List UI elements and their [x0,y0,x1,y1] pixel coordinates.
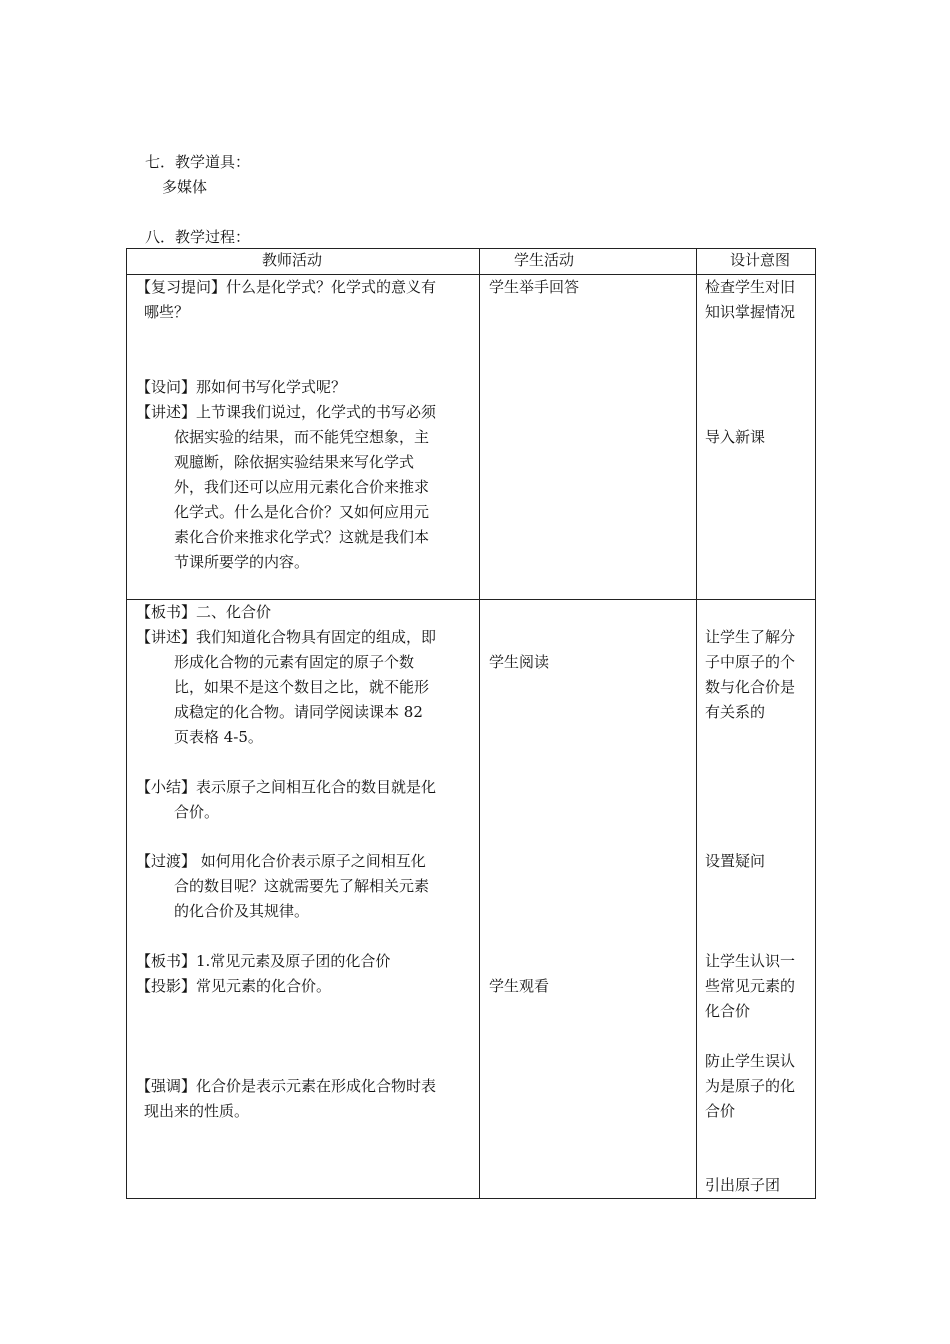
table-border-bottom [126,1198,816,1199]
table-border-top [126,248,816,249]
header-teacher-activity: 教师活动 [262,251,323,269]
intent-line: 子中原子的个 [705,653,796,671]
teacher-line: 合价。 [174,803,220,821]
student-activity: 学生阅读 [489,653,550,671]
teacher-line: 【强调】化合价是表示元素在形成化合物时表 [136,1077,437,1095]
teacher-line: 【复习提问】什么是化学式？化学式的意义有 [136,278,437,296]
teacher-line: 页表格 4-5。 [174,728,263,746]
teacher-line: 合的数目呢？这就需要先了解相关元素 [174,877,430,895]
teacher-line: 哪些？ [144,303,190,321]
intent-line: 设置疑问 [705,852,766,870]
teacher-line: 化学式。什么是化合价？又如何应用元 [174,503,430,521]
intent-line: 为是原子的化 [705,1077,796,1095]
teacher-line: 观臆断，除依据实验结果来写化学式 [174,453,415,471]
intent-line: 导入新课 [705,428,766,446]
section7-heading: 七．教学道具： [145,153,251,171]
teacher-line: 现出来的性质。 [144,1102,250,1120]
student-activity: 学生举手回答 [489,278,580,296]
intent-line: 有关系的 [705,703,766,721]
teaching-process-table [126,248,816,1199]
intent-line: 些常见元素的 [705,977,796,995]
intent-line: 合价 [705,1102,736,1120]
teacher-line: 【板书】二、化合价 [136,603,272,621]
intent-line: 让学生了解分 [705,628,796,646]
intent-line: 知识掌握情况 [705,303,796,321]
teacher-line: 节课所要学的内容。 [174,553,310,571]
table-border-left [126,248,127,1199]
teacher-line: 素化合价来推求化学式？这就是我们本 [174,528,430,546]
teacher-line: 【投影】常见元素的化合价。 [136,977,332,995]
teacher-line: 【讲述】我们知道化合物具有固定的组成，即 [136,628,437,646]
student-activity: 学生观看 [489,977,550,995]
table-divider-2 [696,248,697,1199]
table-border-right [815,248,816,1199]
intent-line: 检查学生对旧 [705,278,796,296]
section7-content: 多媒体 [162,178,208,196]
teacher-line: 外，我们还可以应用元素化合价来推求 [174,478,430,496]
teacher-line: 依据实验的结果，而不能凭空想象，主 [174,428,430,446]
teacher-line: 【小结】表示原子之间相互化合的数目就是化 [136,778,437,796]
teacher-line: 的化合价及其规律。 [174,902,310,920]
teacher-line: 【设问】那如何书写化学式呢？ [136,378,347,396]
intent-line: 引出原子团 [705,1176,781,1194]
teacher-line: 【过渡】 如何用化合价表示原子之间相互化 [136,852,426,870]
table-divider-1 [479,248,480,1199]
teacher-line: 【板书】1.常见元素及原子团的化合价 [136,952,391,970]
section8-heading: 八．教学过程： [145,228,251,246]
teacher-line: 【讲述】上节课我们说过，化学式的书写必须 [136,403,437,421]
intent-line: 数与化合价是 [705,678,796,696]
teacher-line: 形成化合物的元素有固定的原子个数 [174,653,415,671]
intent-line: 让学生认识一 [705,952,796,970]
teacher-line: 成稳定的化合物。请同学阅读课本 82 [174,703,423,721]
header-design-intent: 设计意图 [730,251,791,269]
teacher-line: 比，如果不是这个数目之比，就不能形 [174,678,430,696]
intent-line: 化合价 [705,1002,751,1020]
intent-line: 防止学生误认 [705,1052,796,1070]
header-student-activity: 学生活动 [514,251,575,269]
